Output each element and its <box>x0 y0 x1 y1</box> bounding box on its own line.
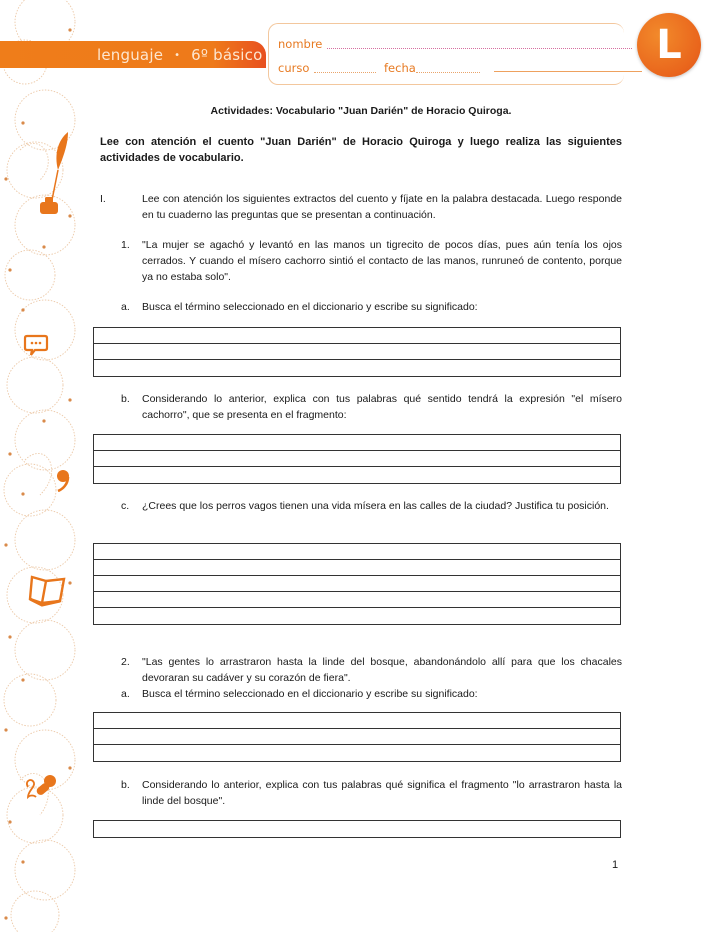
answer-box-1a[interactable] <box>93 327 621 377</box>
name-label: nombre <box>278 37 323 51</box>
question-letter: b. <box>121 393 130 405</box>
microphone-icon <box>22 773 58 805</box>
question-text: Considerando lo anterior, explica con tus palabras qué significa el fragmento "lo arrastraron hasta la linde del bosque". <box>142 779 622 807</box>
question-letter: c. <box>121 500 130 512</box>
answer-line[interactable] <box>94 821 620 837</box>
subject-banner-label <box>97 44 262 66</box>
answer-box-2a[interactable] <box>93 712 621 762</box>
course-field[interactable] <box>314 72 376 73</box>
comma-icon <box>55 468 71 492</box>
answer-line[interactable] <box>94 360 620 376</box>
separator: • <box>174 50 181 61</box>
item-quote: "La mujer se agachó y levantó en las manos un tigrecito de pocos días, pues aún tenía los ojos cerrados. Y cuando el mísero cachorro sintió el contacto de las manos, runruneó de contento, porque ya no estaba solo". <box>142 239 622 283</box>
answer-line[interactable] <box>94 729 620 745</box>
answer-line[interactable] <box>94 544 620 560</box>
course-label: curso <box>278 61 310 75</box>
answer-line[interactable] <box>94 560 620 576</box>
answer-box-2b[interactable] <box>93 820 621 838</box>
question-text: Considerando lo anterior, explica con tus palabras qué sentido tendrá la expresión "el mísero cachorro", que se presenta en el fragmento: <box>142 393 622 421</box>
name-field[interactable] <box>327 48 632 49</box>
answer-line[interactable] <box>94 451 620 467</box>
answer-line[interactable] <box>94 592 620 608</box>
section-numeral: I. <box>100 193 106 205</box>
answer-line[interactable] <box>94 435 620 451</box>
item-number: 2. <box>121 656 130 668</box>
answer-line[interactable] <box>94 576 620 592</box>
answer-line[interactable] <box>94 344 620 360</box>
intro-paragraph: Lee con atención el cuento "Juan Darién" de Horacio Quiroga y luego realiza las siguientes actividades de vocabulario. <box>100 136 622 164</box>
header-rule <box>494 71 642 72</box>
question-letter: a. <box>121 688 130 700</box>
answer-box-1b[interactable] <box>93 434 621 484</box>
date-field[interactable] <box>416 72 480 73</box>
item-number: 1. <box>121 239 130 251</box>
subject-label: lenguaje <box>97 46 164 64</box>
question-text: Busca el término seleccionado en el diccionario y escribe su significado: <box>142 688 478 700</box>
question-text: Busca el término seleccionado en el diccionario y escribe su significado: <box>142 301 478 313</box>
student-info-card <box>268 23 624 85</box>
question-letter: b. <box>121 779 130 791</box>
quill-icon <box>46 130 72 202</box>
answer-line[interactable] <box>94 608 620 624</box>
section-instruction: Lee con atención los siguientes extractos del cuento y fíjate en la palabra destacada. Luego responde en tu cuaderno las preguntas que se presentan a continuación. <box>142 193 622 221</box>
grade-label: 6º básico <box>191 46 263 64</box>
question-text: ¿Crees que los perros vagos tienen una vida mísera en las calles de la ciudad? Justifica tu posición. <box>142 500 609 512</box>
page-number: 1 <box>612 859 619 871</box>
item-quote: "Las gentes lo arrastraron hasta la linde del bosque, abandonándolo allí para que los chacales devoraran su cadáver y su corazón de fiera". <box>142 656 622 684</box>
speech-bubble-icon <box>23 334 49 358</box>
inkwell-icon <box>38 196 60 216</box>
answer-line[interactable] <box>94 713 620 729</box>
subject-badge: L <box>637 13 701 77</box>
document-title: Actividades: Vocabulario "Juan Darién" de Horacio Quiroga. <box>210 105 512 117</box>
answer-line[interactable] <box>94 467 620 483</box>
answer-line[interactable] <box>94 745 620 761</box>
answer-box-1c[interactable] <box>93 543 621 625</box>
date-label: fecha <box>384 61 416 75</box>
open-book-icon <box>28 573 68 607</box>
answer-line[interactable] <box>94 328 620 344</box>
question-letter: a. <box>121 301 130 313</box>
